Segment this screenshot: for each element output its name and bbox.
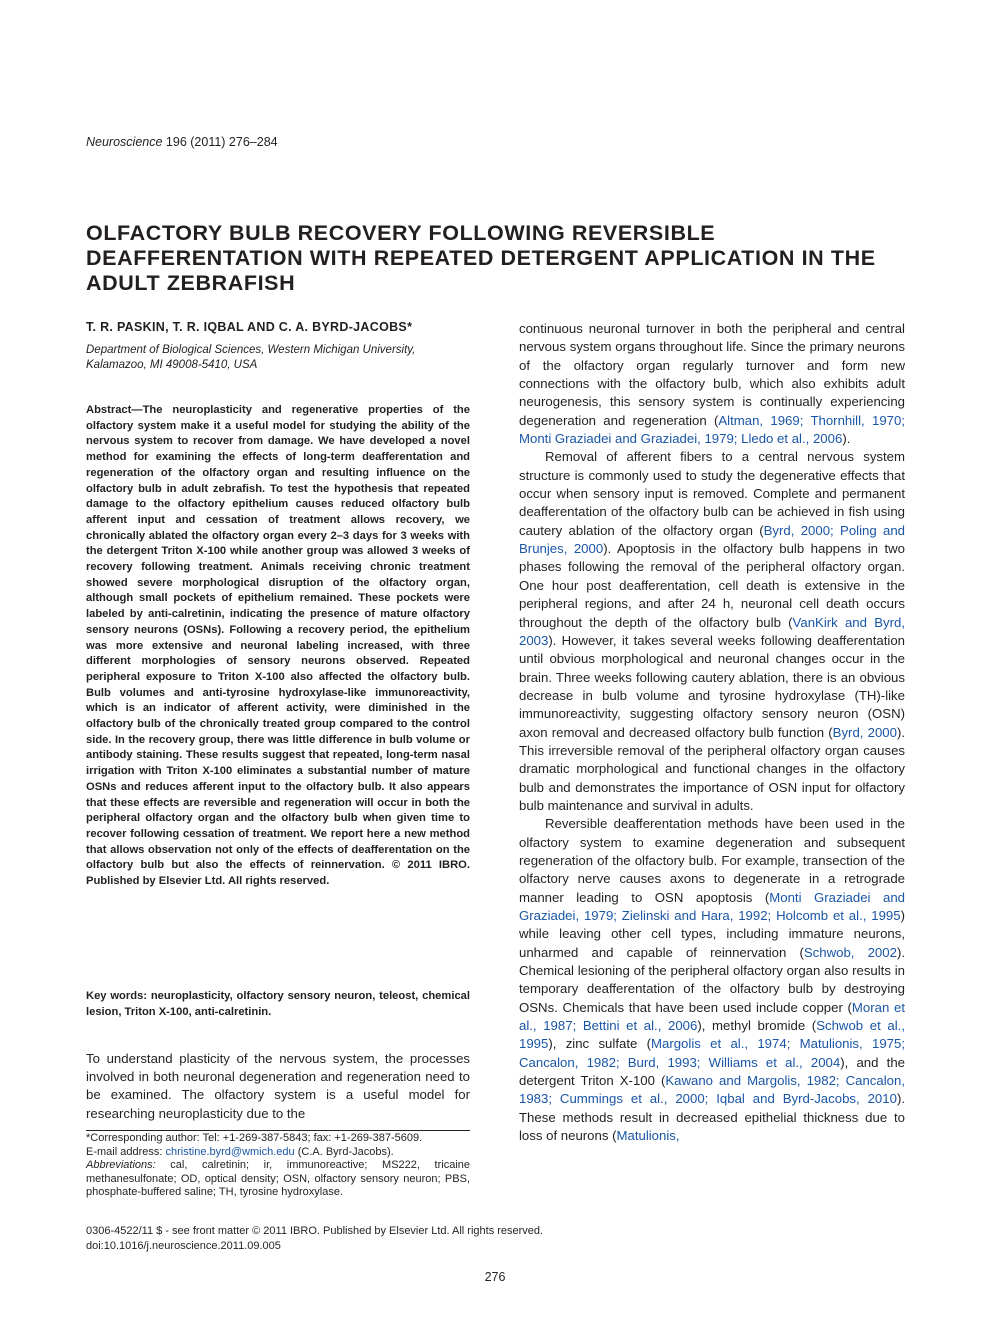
corresponding-author-note: *Corresponding author: Tel: +1-269-387-5843; fax: +1-269-387-5609. [86, 1132, 423, 1144]
body-text: ), methyl bromide ( [697, 1018, 817, 1034]
citation-link[interactable]: Monti Graziadei and Graziadei, 1979; Zielinski and Hara, 1992; Holcomb et al., 1995 [519, 889, 905, 923]
citation-link[interactable]: Matulionis, [616, 1128, 680, 1144]
citation-link[interactable]: Byrd, 2000; Poling and Brunjes, 2000 [519, 522, 906, 557]
intro-paragraph: To understand plasticity of the nervous system, the processes involved in both neuronal degeneration and regeneration need to be examined. The olfactory system is a useful model for researching neuroplasticity due to the [86, 1051, 470, 1121]
body-text: ), and the detergent Triton X-100 ( [519, 1054, 906, 1089]
citation-link[interactable]: Kawano and Margolis, 1982; Cancalon, 1983; Cummings et al., 2000; Iqbal and Byrd-Jacobs, 2010 [519, 1073, 905, 1107]
affiliation-line: Department of Biological Sciences, Western Michigan University, [86, 344, 416, 356]
doi: doi:10.1016/j.neuroscience.2011.09.005 [86, 1239, 281, 1252]
body-text: ). [842, 431, 851, 447]
body-text: Removal of afferent fibers to a central nervous system structure is commonly used to study the degenerative effects that occur when sensory input is removed. Complete and permanent deafferentation of the olfactory bulb can be achieved in fish using cautery ablation of the olfactory organ ( [519, 449, 905, 538]
body-text: Reversible deafferentation methods have been used in the olfactory system to examine degeneration and subsequent regeneration of the olfactory bulb. For example, transection of the olfactory nerve causes axons to degenerate in a retrograde manner leading to OSN apoptosis ( [519, 816, 905, 905]
affiliation [86, 343, 470, 373]
body-text: ). Chemical lesioning of the peripheral olfactory organ also results in temporary deafferentation of the olfactory bulb by destroying OSNs. Chemicals that have been used include copper ( [519, 944, 905, 1015]
body-paragraph [519, 815, 905, 1145]
body-paragraph [519, 448, 905, 815]
volume-pages: 196 (2011) 276–284 [165, 135, 278, 149]
citation-link[interactable]: Schwob et al., 1995 [519, 1018, 905, 1052]
email-label: E-mail address: [86, 1145, 166, 1158]
front-matter [86, 1224, 626, 1253]
body-text: ). This irreversible removal of the peripheral olfactory organ causes dramatic morphological and functional changes in the olfactory bulb and demonstrates the importance of OSN input for olfactory bulb maintenance and survival in adults. [519, 724, 906, 813]
page-number: 276 [484, 1270, 506, 1284]
footnote-rule [86, 1130, 470, 1131]
keywords: Key words: neuroplasticity, olfactory sensory neuron, teleost, chemical lesion, Triton X-100, anti-calretinin. [86, 990, 470, 1018]
body-text: continuous neuronal turnover in both the peripheral and central nervous system organs throughout life. Since the primary neurons of the olfactory organ regularly turnover and form new connections with the olfactory bulb, which also exhibits adult neurogenesis, this sensory system is continually experiencing degeneration and regeneration ( [519, 321, 905, 428]
abbreviations-label: Abbreviations: [86, 1159, 171, 1172]
citation-link[interactable]: Byrd, 2000 [832, 724, 897, 740]
body-text: ), zinc sulfate ( [548, 1036, 652, 1052]
citation-link[interactable]: Moran et al., 1987; Bettini et al., 2006 [519, 999, 905, 1034]
email-suffix: (C.A. Byrd-Jacobs). [294, 1145, 394, 1158]
journal-name: Neuroscience [86, 135, 163, 149]
article-title: OLFACTORY BULB RECOVERY FOLLOWING REVERSIBLE DEAFFERENTATION WITH REPEATED DETERGENT APPLICATION IN THE ADULT ZEBRAFISH [86, 221, 876, 295]
email-link[interactable]: christine.byrd@wmich.edu [165, 1145, 295, 1158]
abbreviations-note [86, 1159, 470, 1200]
footnotes [86, 1132, 470, 1200]
issn-line: 0306-4522/11 $ - see front matter © 2011 IBRO. Published by Elsevier Ltd. All rights reserved. [86, 1225, 544, 1237]
body-paragraph [519, 320, 905, 448]
body-text: ) while leaving other cell types, including immature neurons, unharmed and capable of reinnervation ( [519, 908, 905, 960]
citation-link[interactable]: Schwob, 2002 [803, 944, 897, 960]
right-column [519, 320, 905, 1145]
author-list: T. R. PASKIN, T. R. IQBAL AND C. A. BYRD-JACOBS* [86, 320, 413, 334]
body-text: ). However, it takes several weeks following deafferentation until obvious morphological and neuronal changes occur in the brain. Three weeks following cautery ablation, there is an obvious decrease in bulb volume and tyrosine hydroxylase (TH)-like immunoreactivity, suggesting olfactory sensory neuron (OSN) axon removal and decreased olfactory bulb function ( [519, 632, 905, 740]
journal-citation [86, 135, 278, 149]
abstract: Abstract—The neuroplasticity and regenerative properties of the olfactory system make it a useful model for studying the ability of the nervous system to recover from damage. We have developed a novel method for examining the effects of long-term deafferentation and regeneration of the olfactory organ and resulting influence on the olfactory bulb in adult zebrafish. To test the hypothesis that repeated damage to the olfactory epithelium causes reduced olfactory bulb afferent input and cessation of treatment allows recovery, we chronically ablated the olfactory organ every 2–3 days for 3 weeks with the detergent Triton X-100 while another group was allowed 3 weeks of recovery following treatment. Animals receiving chronic treatment showed severe morphological disruption of the olfactory organ, although small pockets of epithelium remained. These pockets were labeled by anti-calretinin, indicating the presence of mature olfactory sensory neurons (OSNs). Following a recovery period, the epithelium was more extensive and neuronal labeling increased, with three different morphologies of sensory neurons observed. Repeated peripheral exposure to Triton X-100 also affected the olfactory bulb. Bulb volumes and anti-tyrosine hydroxylase-like immunoreactivity, which is an indicator of afferent activity, were diminished in the olfactory bulb of the chronically treated group compared to the control side. In the recovery group, there was little difference in bulb volume or antibody staining. These results suggest that repeated, long-term nasal irrigation with Triton X-100 eliminates a substantial number of mature OSNs and reduces afferent input to the olfactory bulb. It also appears that these effects are reversible and regeneration will occur in both the peripheral olfactory organ and the olfactory bulb when given time to recover following cessation of treatment. We report here a new method that allows observation not only of the effects of deafferentation on the olfactory bulb but also the effects of reinnervation. © 2011 IBRO. Published by Elsevier Ltd. All rights reserved. [86, 404, 470, 888]
body-text: ). These methods result in decreased epithelial thickness due to loss of neurons ( [519, 1091, 905, 1144]
citation-link[interactable]: Margolis et al., 1974; Matulionis, 1975; Cancalon, 1982; Burd, 1993; Williams et al., 2004 [519, 1036, 905, 1070]
abbreviations-text: cal, calretinin; ir, immunoreactive; MS222, tricaine methanesulfonate; OD, optical density; OSN, olfactory sensory neuron; PBS, phosphate-buffered saline; TH, tyrosine hydroxylase. [86, 1159, 470, 1199]
body-text: ). Apoptosis in the olfactory bulb happens in two phases following the removal of the peripheral olfactory organ. One hour post deafferentation, cell death is extensive in the peripheral regions, and after 24 h, neuronal cell death occurs throughout the depth of the olfactory bulb ( [519, 541, 905, 630]
citation-link[interactable]: VanKirk and Byrd, 2003 [519, 614, 905, 648]
email-note [86, 1146, 470, 1160]
citation-link[interactable]: Altman, 1969; Thornhill, 1970; Monti Graziadei and Graziadei, 1979; Lledo et al., 2006 [519, 412, 906, 447]
affiliation-line: Kalamazoo, MI 49008-5410, USA [86, 359, 258, 371]
